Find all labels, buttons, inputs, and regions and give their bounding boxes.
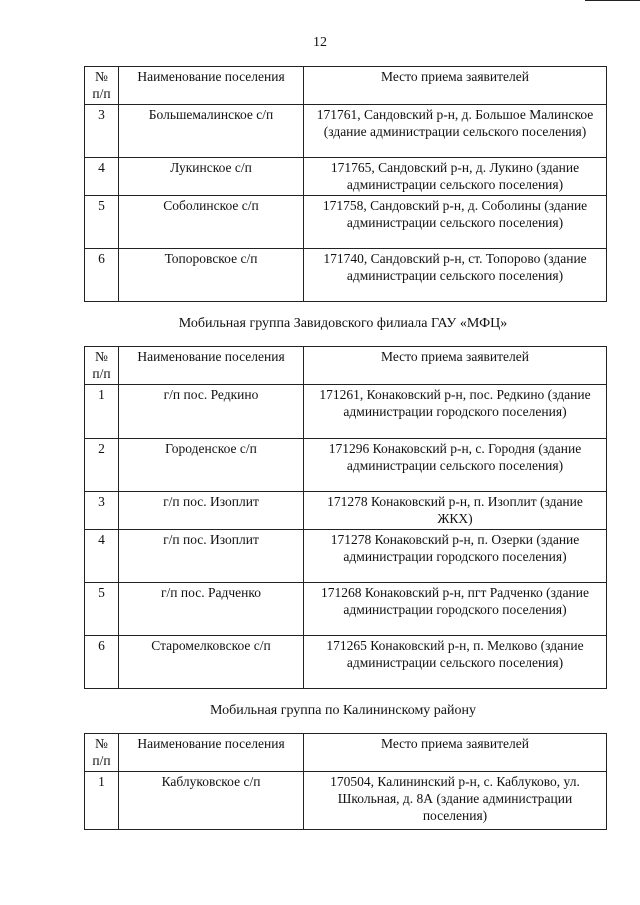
row-num: 6 <box>85 249 119 302</box>
row-name: Большемалинское с/п <box>119 105 304 158</box>
table-row <box>85 772 607 830</box>
row-name: Топоровское с/п <box>119 249 304 302</box>
row-name: Городенское с/п <box>119 439 304 492</box>
row-name: г/п пос. Редкино <box>119 385 304 439</box>
table-row <box>85 158 607 196</box>
row-name: Лукинское с/п <box>119 158 304 196</box>
settlements-table-3 <box>84 733 607 830</box>
settlements-table-2 <box>84 346 607 689</box>
header-place: Место приема заявителей <box>304 734 607 772</box>
settlements-table-1 <box>84 66 607 302</box>
row-place: 171761, Сандовский р-н, д. Большое Малинское (здание администрации сельского поселения) <box>304 105 607 158</box>
header-name: Наименование поселения <box>119 734 304 772</box>
table-row <box>85 636 607 689</box>
table-row <box>85 492 607 530</box>
header-name: Наименование поселения <box>119 67 304 105</box>
row-num: 5 <box>85 196 119 249</box>
table-header-row <box>85 347 607 385</box>
table-row <box>85 196 607 249</box>
row-place: 171261, Конаковский р-н, пос. Редкино (здание администрации городского поселения) <box>304 385 607 439</box>
table-row <box>85 439 607 492</box>
row-name: Старомелковское с/п <box>119 636 304 689</box>
row-num: 1 <box>85 385 119 439</box>
table-row <box>85 249 607 302</box>
row-place: 171278 Конаковский р-н, п. Изоплит (здание ЖКХ) <box>304 492 607 530</box>
page-number: 12 <box>313 35 327 50</box>
row-place: 171296 Конаковский р-н, с. Городня (здание администрации сельского поселения) <box>304 439 607 492</box>
row-num: 3 <box>85 492 119 530</box>
row-name: Соболинское с/п <box>119 196 304 249</box>
row-num: 3 <box>85 105 119 158</box>
table-row <box>85 583 607 636</box>
header-num: № п/п <box>85 734 119 772</box>
header-num: № п/п <box>85 347 119 385</box>
row-num: 6 <box>85 636 119 689</box>
row-name: г/п пос. Изоплит <box>119 492 304 530</box>
table-header-row <box>85 67 607 105</box>
row-num: 4 <box>85 158 119 196</box>
header-place: Место приема заявителей <box>304 67 607 105</box>
row-num: 5 <box>85 583 119 636</box>
header-name: Наименование поселения <box>119 347 304 385</box>
section-title-kalinin: Мобильная группа по Калининскому району <box>209 703 477 718</box>
header-num: № п/п <box>85 67 119 105</box>
row-place: 171765, Сандовский р-н, д. Лукино (здание администрации сельского поселения) <box>304 158 607 196</box>
row-place: 170504, Калининский р-н, с. Каблуково, ул. Школьная, д. 8А (здание администрации поселения) <box>304 772 607 830</box>
table-row <box>85 385 607 439</box>
page-corner-line <box>585 0 640 1</box>
table-row <box>85 105 607 158</box>
row-num: 2 <box>85 439 119 492</box>
row-num: 1 <box>85 772 119 830</box>
row-place: 171268 Конаковский р-н, пгт Радченко (здание администрации городского поселения) <box>304 583 607 636</box>
table-row <box>85 530 607 583</box>
row-name: г/п пос. Радченко <box>119 583 304 636</box>
row-place: 171740, Сандовский р-н, ст. Топорово (здание администрации сельского поселения) <box>304 249 607 302</box>
row-name: Каблуковское с/п <box>119 772 304 830</box>
row-place: 171265 Конаковский р-н, п. Мелково (здание администрации сельского поселения) <box>304 636 607 689</box>
row-place: 171758, Сандовский р-н, д. Соболины (здание администрации сельского поселения) <box>304 196 607 249</box>
row-place: 171278 Конаковский р-н, п. Озерки (здание администрации городского поселения) <box>304 530 607 583</box>
row-name: г/п пос. Изоплит <box>119 530 304 583</box>
table-header-row <box>85 734 607 772</box>
header-place: Место приема заявителей <box>304 347 607 385</box>
row-num: 4 <box>85 530 119 583</box>
section-title-zavidovo: Мобильная группа Завидовского филиала ГАУ «МФЦ» <box>178 316 508 331</box>
